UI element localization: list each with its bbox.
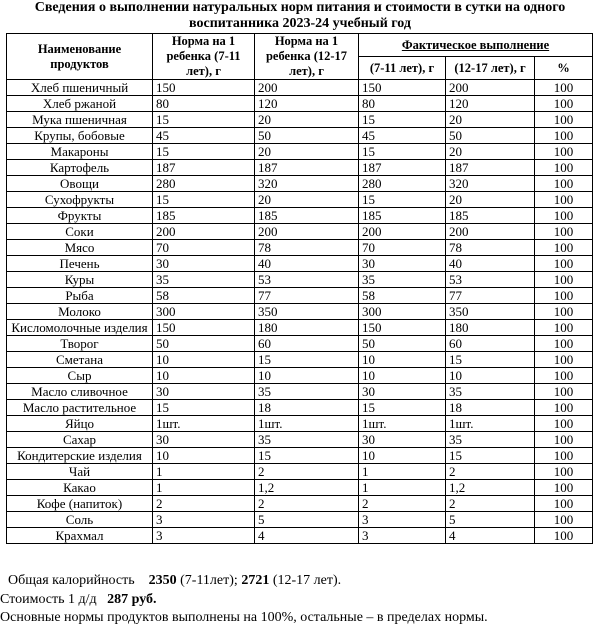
table-row	[7, 512, 593, 528]
cell-product-name: Кофе (напиток)	[7, 496, 153, 512]
table-body	[7, 80, 593, 544]
table-row	[7, 320, 593, 336]
cell-product-name: Крахмал	[7, 528, 153, 544]
cell-actual-7-11: 150	[359, 80, 446, 96]
cell-norm-7-11: 15	[153, 112, 255, 128]
cell-percent: 100	[535, 144, 593, 160]
cell-actual-12-17: 77	[446, 288, 535, 304]
title-line-1: Сведения о выполнении натуральных норм питания и стоимости в сутки на одного	[34, 0, 566, 15]
table-row	[7, 176, 593, 192]
cell-product-name: Сахар	[7, 432, 153, 448]
document-title	[0, 0, 600, 32]
cell-norm-12-17: 4	[255, 528, 359, 544]
cell-norm-7-11: 1	[153, 464, 255, 480]
cell-actual-12-17: 35	[446, 384, 535, 400]
cell-actual-7-11: 1	[359, 464, 446, 480]
cell-actual-12-17: 35	[446, 432, 535, 448]
calories-7-11: 2350	[148, 573, 177, 588]
cell-actual-7-11: 185	[359, 208, 446, 224]
cell-product-name: Кондитерские изделия	[7, 448, 153, 464]
cell-actual-7-11: 3	[359, 528, 446, 544]
cell-percent: 100	[535, 416, 593, 432]
cell-actual-12-17: 40	[446, 256, 535, 272]
cell-actual-12-17: 2	[446, 496, 535, 512]
cell-percent: 100	[535, 464, 593, 480]
cost-line	[0, 592, 157, 608]
cell-product-name: Сметана	[7, 352, 153, 368]
cell-product-name: Чай	[7, 464, 153, 480]
cell-norm-12-17: 40	[255, 256, 359, 272]
cell-product-name: Яйцо	[7, 416, 153, 432]
cell-percent: 100	[535, 208, 593, 224]
cell-product-name: Хлеб пшеничный	[7, 80, 153, 96]
cell-norm-7-11: 15	[153, 144, 255, 160]
cell-norm-12-17: 320	[255, 176, 359, 192]
cell-norm-7-11: 1шт.	[153, 416, 255, 432]
cell-actual-7-11: 15	[359, 192, 446, 208]
cell-actual-12-17: 2	[446, 464, 535, 480]
cell-product-name: Молоко	[7, 304, 153, 320]
cell-norm-7-11: 50	[153, 336, 255, 352]
cell-actual-7-11: 150	[359, 320, 446, 336]
cell-percent: 100	[535, 400, 593, 416]
cell-norm-12-17: 78	[255, 240, 359, 256]
cell-norm-12-17: 185	[255, 208, 359, 224]
cell-actual-7-11: 80	[359, 96, 446, 112]
table-row	[7, 400, 593, 416]
cell-norm-7-11: 185	[153, 208, 255, 224]
cell-product-name: Рыба	[7, 288, 153, 304]
table-row	[7, 128, 593, 144]
cell-norm-12-17: 2	[255, 496, 359, 512]
cell-product-name: Печень	[7, 256, 153, 272]
cell-norm-12-17: 50	[255, 128, 359, 144]
cell-norm-12-17: 1,2	[255, 480, 359, 496]
cell-norm-7-11: 70	[153, 240, 255, 256]
cell-product-name: Куры	[7, 272, 153, 288]
cell-product-name: Сухофрукты	[7, 192, 153, 208]
cell-product-name: Хлеб ржаной	[7, 96, 153, 112]
cell-product-name: Мука пшеничная	[7, 112, 153, 128]
cell-actual-12-17: 1,2	[446, 480, 535, 496]
cell-percent: 100	[535, 528, 593, 544]
cell-actual-7-11: 10	[359, 352, 446, 368]
table-row	[7, 208, 593, 224]
note-line: Основные нормы продуктов выполнены на 100%, остальные – в пределах нормы.	[0, 610, 488, 625]
cell-product-name: Какао	[7, 480, 153, 496]
cell-norm-12-17: 60	[255, 336, 359, 352]
cell-actual-7-11: 15	[359, 400, 446, 416]
cell-actual-7-11: 1шт.	[359, 416, 446, 432]
table-row	[7, 192, 593, 208]
cell-norm-7-11: 35	[153, 272, 255, 288]
cell-norm-12-17: 1шт.	[255, 416, 359, 432]
cell-actual-12-17: 50	[446, 128, 535, 144]
cell-percent: 100	[535, 448, 593, 464]
cell-norm-12-17: 20	[255, 192, 359, 208]
table-row	[7, 160, 593, 176]
cell-norm-7-11: 150	[153, 80, 255, 96]
cell-actual-7-11: 280	[359, 176, 446, 192]
cell-actual-7-11: 10	[359, 368, 446, 384]
cell-norm-7-11: 1	[153, 480, 255, 496]
cell-percent: 100	[535, 288, 593, 304]
cell-norm-12-17: 2	[255, 464, 359, 480]
cell-actual-7-11: 187	[359, 160, 446, 176]
cell-actual-7-11: 10	[359, 448, 446, 464]
cell-actual-7-11: 50	[359, 336, 446, 352]
table-row	[7, 528, 593, 544]
header-name: Наименование продуктов	[7, 34, 153, 80]
cell-actual-12-17: 5	[446, 512, 535, 528]
cell-norm-7-11: 10	[153, 448, 255, 464]
cell-product-name: Соки	[7, 224, 153, 240]
cell-actual-12-17: 4	[446, 528, 535, 544]
cell-actual-12-17: 78	[446, 240, 535, 256]
calories-7-11-suffix: (7-11лет);	[180, 573, 238, 588]
cell-actual-12-17: 10	[446, 368, 535, 384]
cell-product-name: Картофель	[7, 160, 153, 176]
cost-label: Стоимость 1 д/д	[0, 592, 97, 607]
table-row	[7, 464, 593, 480]
cell-product-name: Творог	[7, 336, 153, 352]
table-row	[7, 336, 593, 352]
cell-actual-12-17: 320	[446, 176, 535, 192]
cell-percent: 100	[535, 320, 593, 336]
cell-product-name: Масло растительное	[7, 400, 153, 416]
calories-line	[8, 573, 341, 589]
cell-norm-7-11: 30	[153, 256, 255, 272]
table-row	[7, 256, 593, 272]
cell-actual-7-11: 45	[359, 128, 446, 144]
cell-actual-7-11: 70	[359, 240, 446, 256]
table-row	[7, 480, 593, 496]
cell-percent: 100	[535, 224, 593, 240]
cell-norm-7-11: 300	[153, 304, 255, 320]
cell-norm-12-17: 20	[255, 144, 359, 160]
cell-norm-7-11: 3	[153, 512, 255, 528]
cell-product-name: Фрукты	[7, 208, 153, 224]
cell-actual-12-17: 200	[446, 80, 535, 96]
cell-actual-12-17: 187	[446, 160, 535, 176]
cell-product-name: Крупы, бобовые	[7, 128, 153, 144]
cell-norm-12-17: 200	[255, 80, 359, 96]
table-header	[7, 34, 593, 80]
cell-percent: 100	[535, 192, 593, 208]
title-line-2: воспитанника 2023-24 учебный год	[189, 16, 411, 31]
cell-norm-12-17: 5	[255, 512, 359, 528]
table-row	[7, 288, 593, 304]
cell-norm-12-17: 120	[255, 96, 359, 112]
cell-norm-7-11: 200	[153, 224, 255, 240]
cell-actual-12-17: 20	[446, 192, 535, 208]
calories-12-17-suffix: (12-17 лет).	[272, 573, 342, 588]
calories-12-17: 2721	[241, 573, 270, 588]
cell-percent: 100	[535, 128, 593, 144]
cell-norm-12-17: 200	[255, 224, 359, 240]
cell-actual-12-17: 1шт.	[446, 416, 535, 432]
cell-norm-12-17: 10	[255, 368, 359, 384]
cell-norm-7-11: 15	[153, 192, 255, 208]
cell-norm-7-11: 58	[153, 288, 255, 304]
cell-norm-7-11: 2	[153, 496, 255, 512]
table-row	[7, 224, 593, 240]
cell-product-name: Сыр	[7, 368, 153, 384]
header-norm-7-11: Норма на 1 ребенка (7-11 лет), г	[153, 34, 255, 80]
cell-actual-12-17: 60	[446, 336, 535, 352]
cell-actual-12-17: 120	[446, 96, 535, 112]
cell-actual-7-11: 30	[359, 256, 446, 272]
table-row	[7, 272, 593, 288]
table-row	[7, 496, 593, 512]
cell-actual-7-11: 35	[359, 272, 446, 288]
cell-actual-7-11: 30	[359, 432, 446, 448]
table-row	[7, 416, 593, 432]
cell-actual-7-11: 300	[359, 304, 446, 320]
calories-label: Общая калорийность	[8, 573, 135, 588]
header-norm-12-17: Норма на 1 ребенка (12-17 лет), г	[255, 34, 359, 80]
cell-norm-12-17: 20	[255, 112, 359, 128]
table-row	[7, 96, 593, 112]
cell-percent: 100	[535, 96, 593, 112]
cell-norm-7-11: 10	[153, 352, 255, 368]
cell-norm-12-17: 77	[255, 288, 359, 304]
cell-actual-7-11: 3	[359, 512, 446, 528]
cell-percent: 100	[535, 304, 593, 320]
cell-actual-7-11: 58	[359, 288, 446, 304]
table-row	[7, 240, 593, 256]
cell-actual-12-17: 20	[446, 144, 535, 160]
cell-percent: 100	[535, 272, 593, 288]
cell-percent: 100	[535, 496, 593, 512]
cell-norm-12-17: 35	[255, 432, 359, 448]
cell-actual-12-17: 53	[446, 272, 535, 288]
cell-product-name: Макароны	[7, 144, 153, 160]
cell-percent: 100	[535, 432, 593, 448]
cell-actual-7-11: 200	[359, 224, 446, 240]
cell-norm-12-17: 53	[255, 272, 359, 288]
cell-norm-12-17: 18	[255, 400, 359, 416]
cell-product-name: Мясо	[7, 240, 153, 256]
cell-norm-7-11: 30	[153, 384, 255, 400]
cell-percent: 100	[535, 256, 593, 272]
header-actual-12-17: (12-17 лет), г	[446, 57, 535, 80]
cell-norm-7-11: 30	[153, 432, 255, 448]
cell-percent: 100	[535, 240, 593, 256]
cell-product-name: Кисломолочные изделия	[7, 320, 153, 336]
cell-percent: 100	[535, 336, 593, 352]
cell-actual-7-11: 1	[359, 480, 446, 496]
cell-norm-7-11: 80	[153, 96, 255, 112]
cell-norm-12-17: 35	[255, 384, 359, 400]
cell-norm-12-17: 15	[255, 448, 359, 464]
cell-product-name: Масло сливочное	[7, 384, 153, 400]
cell-actual-7-11: 2	[359, 496, 446, 512]
cell-norm-7-11: 15	[153, 400, 255, 416]
cell-actual-7-11: 15	[359, 144, 446, 160]
cell-actual-12-17: 15	[446, 448, 535, 464]
cell-norm-12-17: 15	[255, 352, 359, 368]
cell-actual-12-17: 350	[446, 304, 535, 320]
cell-norm-7-11: 3	[153, 528, 255, 544]
table-row	[7, 384, 593, 400]
cell-percent: 100	[535, 160, 593, 176]
cell-percent: 100	[535, 384, 593, 400]
cell-percent: 100	[535, 112, 593, 128]
header-actual-7-11: (7-11 лет), г	[359, 57, 446, 80]
table-row	[7, 112, 593, 128]
cell-actual-7-11: 15	[359, 112, 446, 128]
cell-norm-7-11: 280	[153, 176, 255, 192]
table-row	[7, 368, 593, 384]
cell-actual-12-17: 185	[446, 208, 535, 224]
cell-norm-7-11: 150	[153, 320, 255, 336]
table-row	[7, 144, 593, 160]
table-row	[7, 352, 593, 368]
table-row	[7, 80, 593, 96]
table-row	[7, 304, 593, 320]
cell-percent: 100	[535, 512, 593, 528]
cell-product-name: Овощи	[7, 176, 153, 192]
cell-product-name: Соль	[7, 512, 153, 528]
cell-norm-7-11: 10	[153, 368, 255, 384]
norms-table	[6, 33, 593, 544]
cell-percent: 100	[535, 80, 593, 96]
cell-percent: 100	[535, 352, 593, 368]
cell-actual-12-17: 180	[446, 320, 535, 336]
cell-actual-12-17: 20	[446, 112, 535, 128]
table-row	[7, 448, 593, 464]
header-percent: %	[535, 57, 593, 80]
cell-norm-12-17: 180	[255, 320, 359, 336]
cell-norm-7-11: 187	[153, 160, 255, 176]
cell-percent: 100	[535, 480, 593, 496]
table-row	[7, 432, 593, 448]
cell-norm-7-11: 45	[153, 128, 255, 144]
cell-norm-12-17: 350	[255, 304, 359, 320]
cell-actual-12-17: 15	[446, 352, 535, 368]
cell-norm-12-17: 187	[255, 160, 359, 176]
cell-actual-12-17: 18	[446, 400, 535, 416]
cell-percent: 100	[535, 176, 593, 192]
header-actual: Фактическое выполнение	[359, 34, 593, 57]
cell-actual-7-11: 30	[359, 384, 446, 400]
cost-value: 287 руб.	[107, 592, 157, 607]
cell-percent: 100	[535, 368, 593, 384]
cell-actual-12-17: 200	[446, 224, 535, 240]
